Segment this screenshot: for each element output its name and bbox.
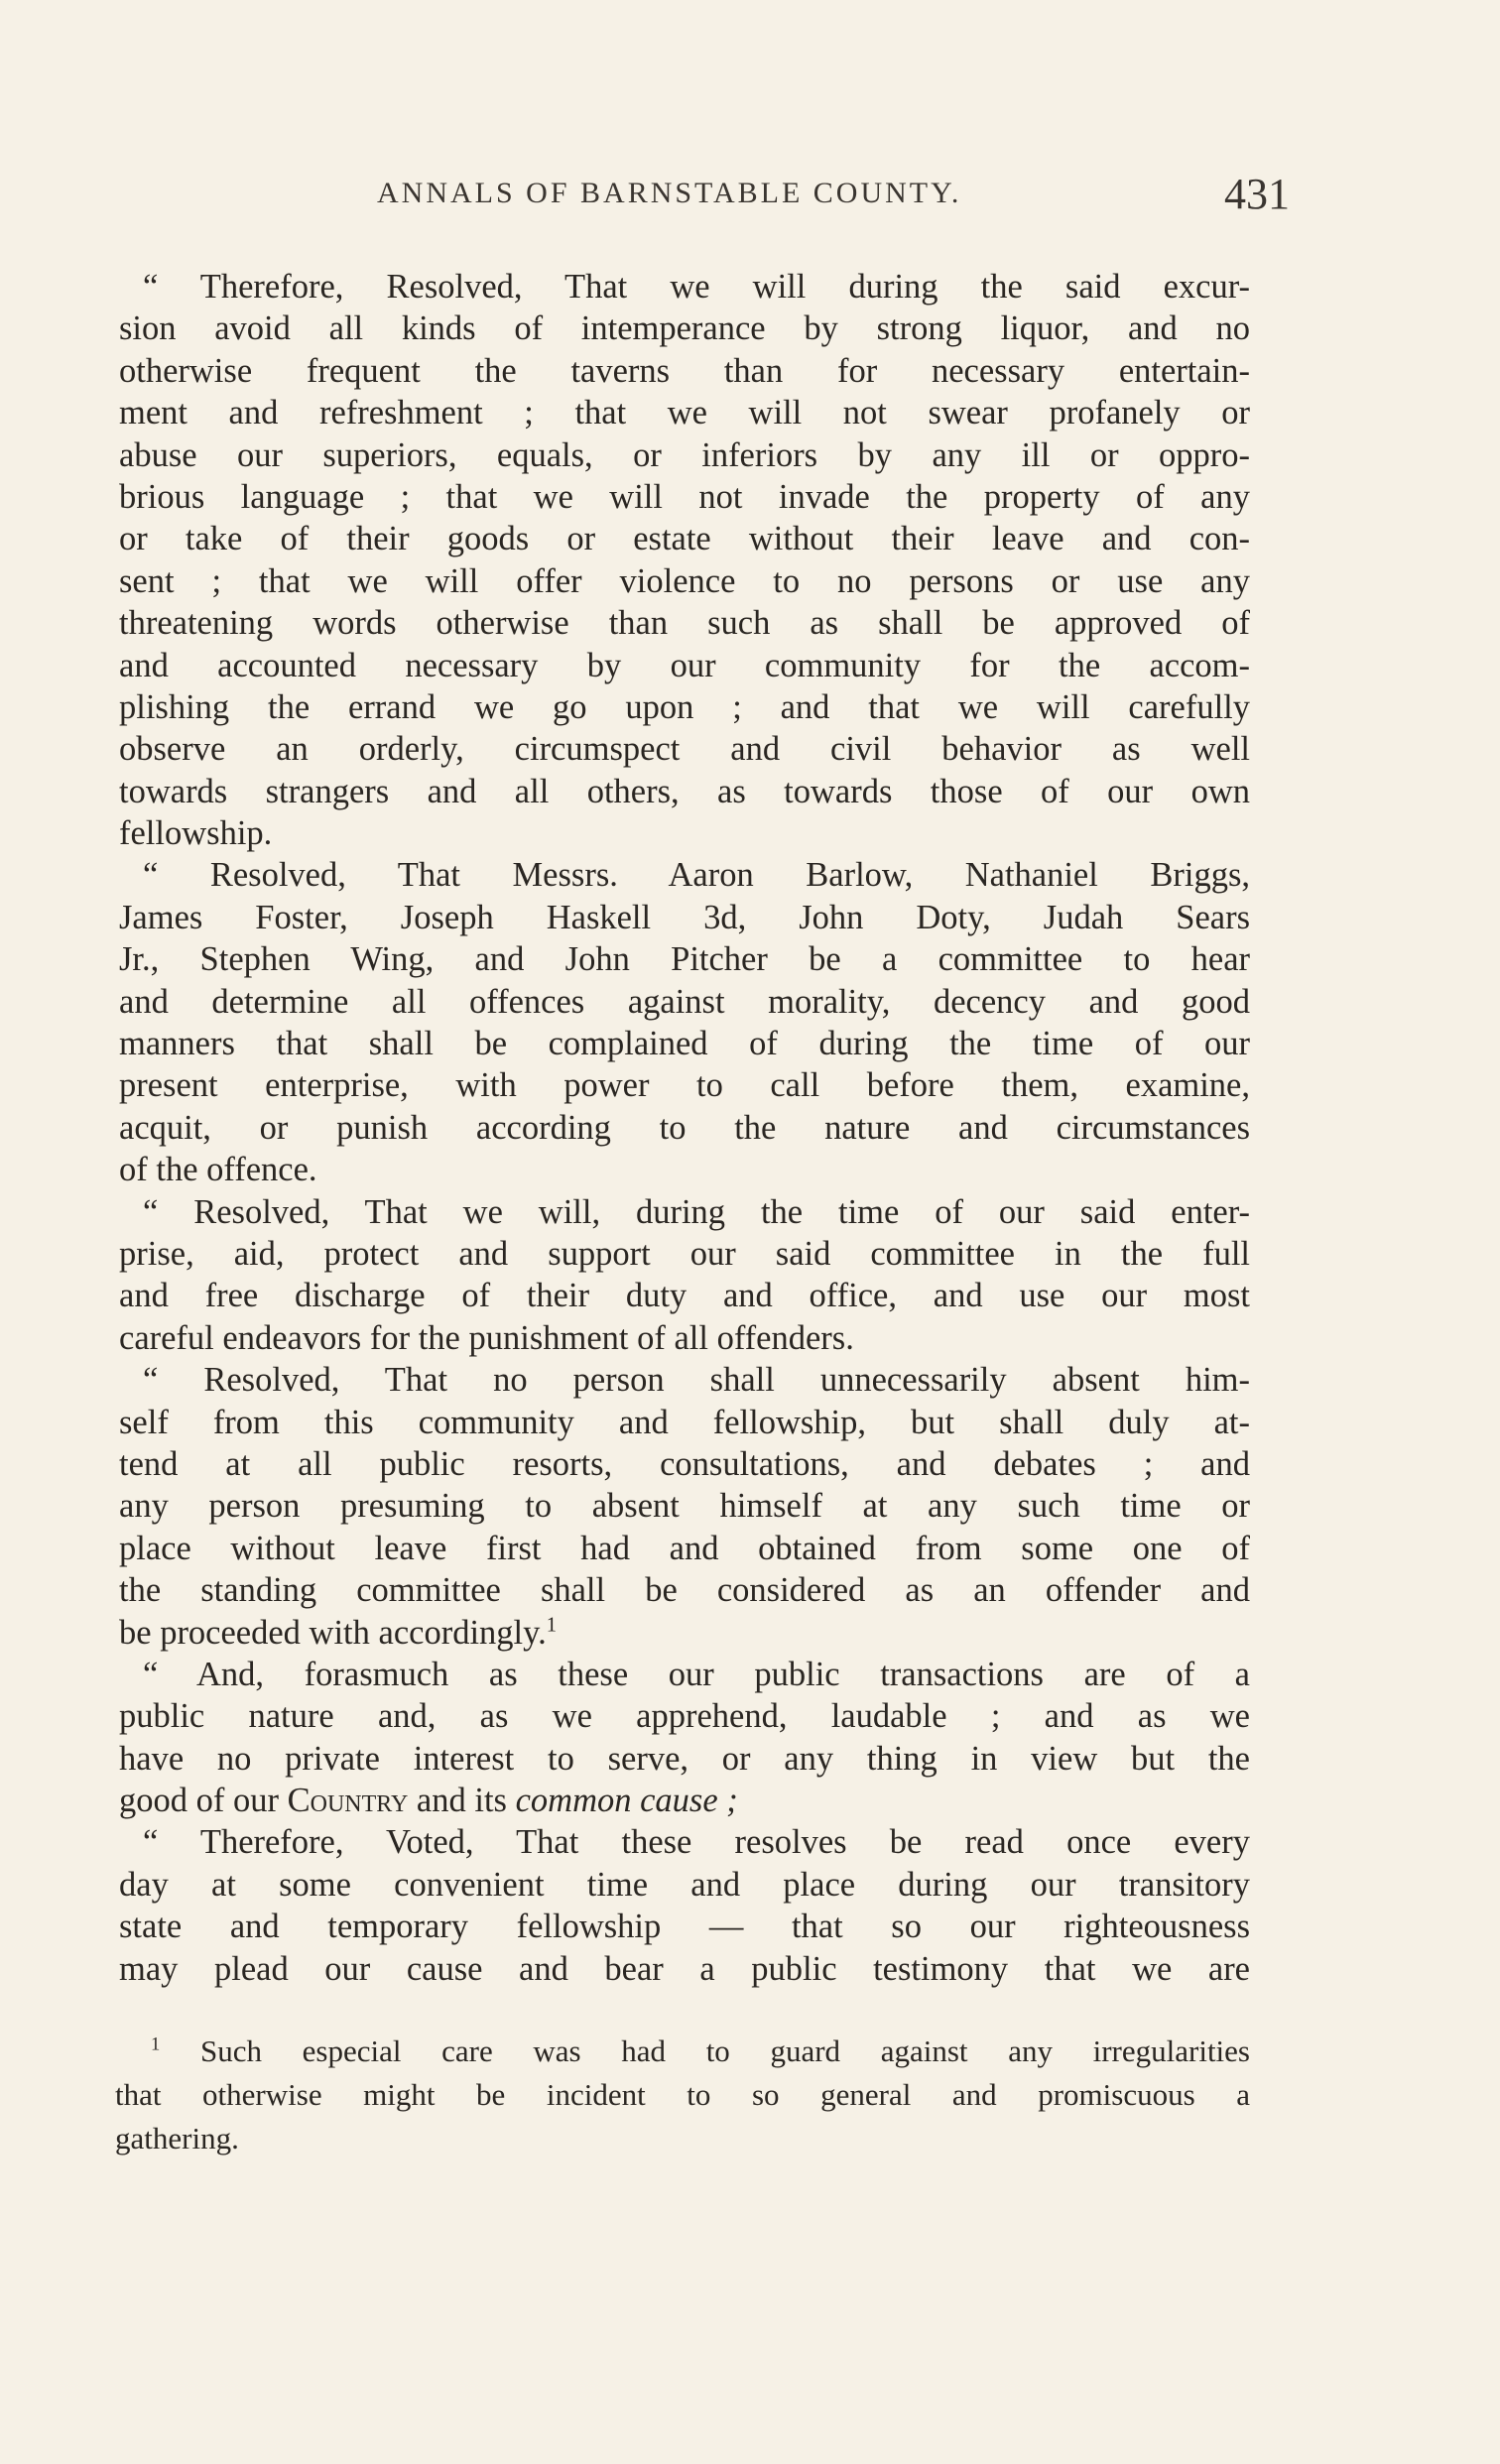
text-line: and determine all offences against morality, decency and good bbox=[119, 982, 1250, 1021]
body-text bbox=[119, 266, 1250, 1990]
text-line: public nature and, as we apprehend, laudable ; and as we bbox=[119, 1697, 1250, 1736]
text-line: the standing committee shall be considered as an offender and bbox=[119, 1571, 1250, 1610]
text-segment: be proceeded with accordingly. bbox=[119, 1613, 547, 1652]
text-line: “ Resolved, That no person shall unnecessarily absent him- bbox=[143, 1361, 1250, 1400]
text-line: sion avoid all kinds of intemperance by strong liquor, and no bbox=[119, 309, 1250, 348]
text-line: tend at all public resorts, consultations, and debates ; and bbox=[119, 1444, 1250, 1483]
footnote-reference: 1 bbox=[546, 1614, 558, 1636]
text-line: have no private interest to serve, or any thing in view but the bbox=[119, 1739, 1250, 1778]
text-line: “ Therefore, Voted, That these resolves be read once every bbox=[143, 1823, 1250, 1862]
text-line: abuse our superiors, equals, or inferiors by any ill or oppro- bbox=[119, 435, 1250, 474]
text-line: state and temporary fellowship — that so our righteousness bbox=[119, 1908, 1250, 1946]
running-head bbox=[377, 169, 1290, 228]
text-line: fellowship. bbox=[119, 814, 273, 853]
text-line: “ Resolved, That we will, during the time of our said enter- bbox=[143, 1192, 1250, 1231]
text-line: careful endeavors for the punishment of all offenders. bbox=[119, 1318, 854, 1357]
footnote-line: gathering. bbox=[115, 2121, 239, 2156]
text-segment: Such especial care was had to guard against any irregularities bbox=[199, 2033, 1250, 2068]
page-number: 431 bbox=[1224, 170, 1290, 218]
text-line: and free discharge of their duty and office, and use our most bbox=[119, 1277, 1250, 1315]
footnote-line bbox=[115, 2030, 1250, 2073]
text-line: any person presuming to absent himself at any such time or bbox=[119, 1487, 1250, 1526]
text-line: threatening words otherwise than such as shall be approved of bbox=[119, 604, 1250, 643]
text-line: Jr., Stephen Wing, and John Pitcher be a committee to hear bbox=[119, 940, 1250, 979]
text-line: observe an orderly, circumspect and civil behavior as well bbox=[119, 730, 1250, 769]
text-line: self from this community and fellowship, but shall duly at- bbox=[119, 1403, 1250, 1441]
text-line: James Foster, Joseph Haskell 3d, John Doty, Judah Sears bbox=[119, 898, 1250, 936]
text-line: manners that shall be complained of during the time of our bbox=[119, 1025, 1250, 1063]
text-line: place without leave first had and obtained from some one of bbox=[119, 1529, 1250, 1567]
footnote-line: that otherwise might be incident to so general and promiscuous a bbox=[115, 2077, 1250, 2112]
text-line: towards strangers and all others, as towards those of our own bbox=[119, 772, 1250, 810]
footnote-marker: 1 bbox=[151, 2033, 161, 2055]
text-line: and accounted necessary by our community for the accom- bbox=[119, 646, 1250, 684]
text-line: of the offence. bbox=[119, 1151, 317, 1189]
running-title: ANNALS OF BARNSTABLE COUNTY. bbox=[377, 177, 962, 209]
text-segment: good of our bbox=[119, 1782, 279, 1820]
text-line: “ Therefore, Resolved, That we will during the said excur- bbox=[143, 268, 1250, 306]
text-line: acquit, or punish according to the nature and circumstances bbox=[119, 1108, 1250, 1147]
italic-phrase: common cause ; bbox=[515, 1782, 738, 1820]
text-line: “ And, forasmuch as these our public transactions are of a bbox=[143, 1655, 1250, 1693]
text-line: “ Resolved, That Messrs. Aaron Barlow, Nathaniel Briggs, bbox=[143, 856, 1250, 895]
footnote-section bbox=[115, 2030, 1250, 2160]
text-line: sent ; that we will offer violence to no persons or use any bbox=[119, 561, 1250, 600]
text-line: brious language ; that we will not invade the property of any bbox=[119, 477, 1250, 516]
text-segment: and its bbox=[416, 1782, 507, 1820]
text-line: may plead our cause and bear a public testimony that we are bbox=[119, 1949, 1250, 1988]
text-line: otherwise frequent the taverns than for necessary entertain- bbox=[119, 351, 1250, 390]
text-line: present enterprise, with power to call before them, examine, bbox=[119, 1066, 1250, 1105]
text-line: prise, aid, protect and support our said committee in the full bbox=[119, 1234, 1250, 1273]
text-line: plishing the errand we go upon ; and that we will carefully bbox=[119, 687, 1250, 726]
text-line: ment and refreshment ; that we will not swear profanely or bbox=[119, 394, 1250, 432]
text-line bbox=[119, 1780, 1250, 1821]
text-line: or take of their goods or estate without their leave and con- bbox=[119, 520, 1250, 558]
small-caps-word: Country bbox=[287, 1782, 409, 1820]
text-line bbox=[119, 1612, 1250, 1654]
text-line: day at some convenient time and place during our transitory bbox=[119, 1865, 1250, 1904]
